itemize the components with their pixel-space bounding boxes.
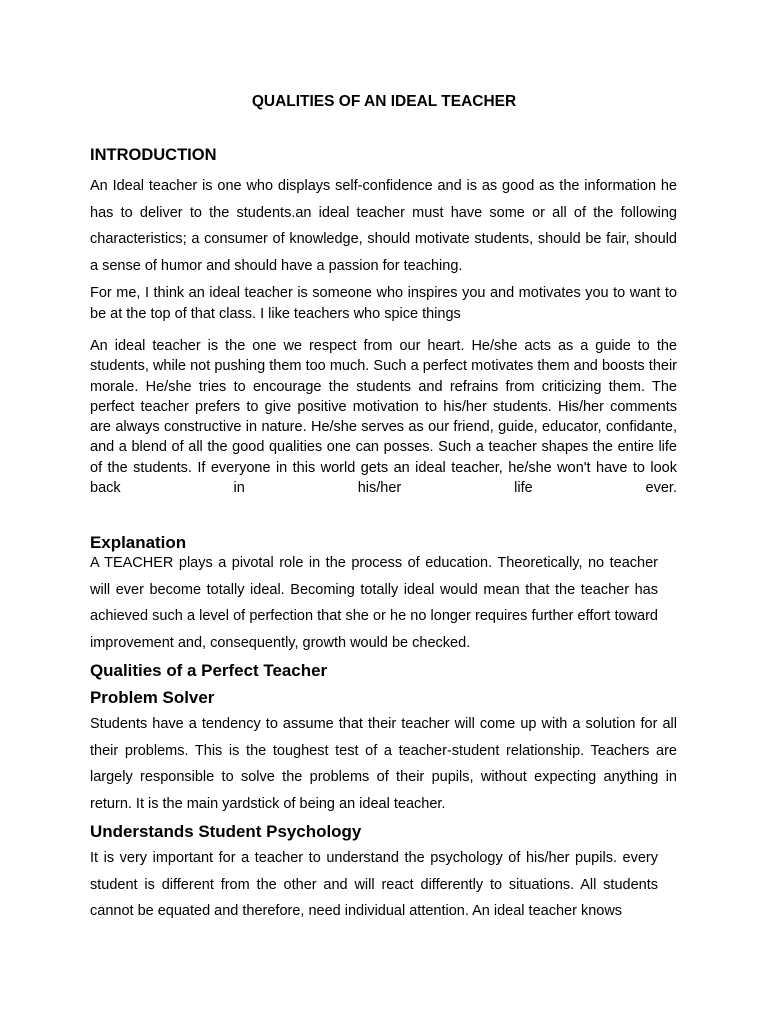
problem-solver-heading: Problem Solver	[90, 688, 215, 707]
psychology-heading: Understands Student Psychology	[90, 822, 362, 841]
introduction-paragraph-2: For me, I think an ideal teacher is someone who inspires you and motivates you to want to be at the top of that class. I like teachers who spice things	[90, 285, 677, 322]
document-title: QUALITIES OF AN IDEAL TEACHER	[251, 93, 517, 110]
psychology-paragraph: It is very important for a teacher to understand the psychology of his/her pupils. every student is different from the other and will react differently to situations. All students cannot be equated and therefore, need individual attention. An ideal teacher knows	[90, 850, 658, 920]
explanation-paragraph: A TEACHER plays a pivotal role in the process of education. Theoretically, no teacher will ever become totally ideal. Becoming totally ideal would mean that the teacher has achieved such a level of perfection that she or he no longer requires further effort toward improvement and, consequently, growth would be checked.	[90, 555, 658, 651]
explanation-heading: Explanation	[90, 533, 187, 552]
introduction-heading: INTRODUCTION	[90, 146, 217, 164]
qualities-heading: Qualities of a Perfect Teacher	[90, 661, 328, 680]
introduction-paragraph-1: An Ideal teacher is one who displays self-confidence and is as good as the information he has to deliver to the students.an ideal teacher must have some or all of the following characteristics; a consumer of knowledge, should motivate students, should be fair, should a sense of humor and should have a passion for teaching.	[90, 178, 677, 274]
introduction-paragraph-3: An ideal teacher is the one we respect from our heart. He/she acts as a guide to the students, while not pushing them too much. Such a perfect motivates them and boosts their morale. He/she tries to encourage the students and refrains from criticizing them. The perfect teacher prefers to give positive motivation to his/her students. His/her comments are always constructive in nature. He/she serves as our friend, guide, educator, confidante, and a blend of all the good qualities one can posses. Such a teacher shapes the entire life of the students. If everyone in this world gets an ideal teacher, he/she won't have to look back in his/her life ever.	[90, 338, 677, 497]
problem-solver-paragraph: Students have a tendency to assume that their teacher will come up with a solution for all their problems. This is the toughest test of a teacher-student relationship. Teachers are largely responsible to solve the problems of their pupils, without expecting anything in return. It is the main yardstick of being an ideal teacher.	[90, 716, 677, 812]
